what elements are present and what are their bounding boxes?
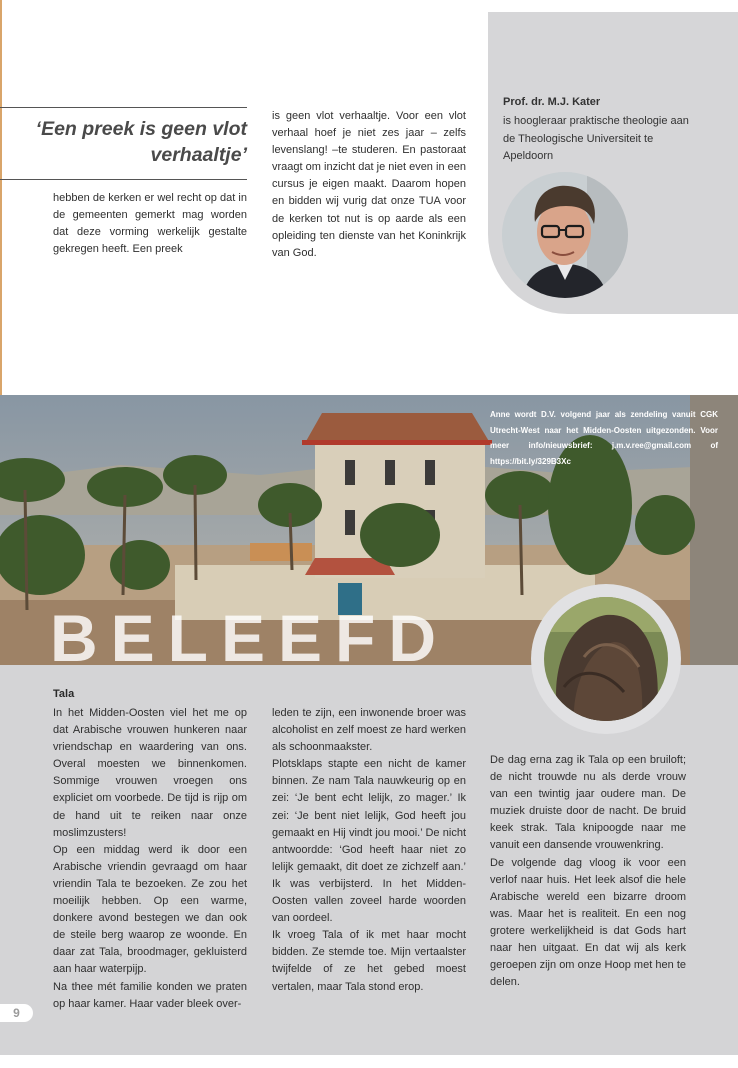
paragraph: Ik vroeg Tala of ik met haar mocht bidden. Ze stemde toe. Mijn vertaalster twijfelde of ze het gebed moest vertalen, maar Tala stond erop. (272, 929, 466, 993)
paragraph: Plotsklaps stapte een nicht de kamer binnen. Ze nam Tala nauwkeurig op en zei: ‘Je bent echt lelijk, zo mager.’ Ik zei: ‘Je bent niet lelijk, God heeft jou gemaakt en Hij vindt jou mooi.’ De nicht antwoordde: ‘God heeft haar niet zo lelijk gemaakt, dit doet ze zichzelf aan.’ Ik was verbijsterd. In het Midden-Oosten vallen zoveel harde woorden van oordeel. (272, 758, 466, 925)
paragraph: is geen vlot verhaaltje. Voor een vlot verhaal hoef je niet zes jaar – zelfs levenslang! –te studeren. En pastoraat vraagt om inzicht dat je niet even in een cursus je eigen maakt. Daarom hopen en bidden wij vurig dat onze TUA voor de kerken tot nut is op aarde als een opleiding ten dienste van het Koninkrijk van God. (272, 110, 466, 259)
article-column-2 (272, 705, 466, 996)
intro-column-1 (53, 190, 247, 258)
paragraph: In het Midden-Oosten viel het me op dat Arabische vrouwen hunkeren naar vriendschap en waardering van ons. Overal moesten we binnenkomen. Sommige vrouwen vroegen ons expliciet om voorbede. De tijd is rijp om de hand uit te reiken naar onze moslimzusters! (53, 707, 247, 839)
tala-portrait (544, 597, 668, 721)
author-description: is hoogleraar praktische theologie aan de Theologische Universiteit te Apeldoorn (503, 115, 689, 163)
page-number: 9 (0, 1004, 33, 1022)
article-title: Tala (53, 688, 75, 700)
paragraph: De volgende dag vloog ik voor een verlof naar huis. Het leek alsof die hele Arabische wereld een bizarre droom was. Maar het is realiteit. En een nog grotere werkelijkheid is dat Gods hart naar hen uitgaat. En dat wij als kerk geroepen zijn om onze Hoop met hen te delen. (490, 856, 686, 989)
photo-caption: Anne wordt D.V. volgend jaar als zendeling vanuit CGK Utrecht-West naar het Midden-Oosten uitgezonden. Voor meer info/nieuwsbrief: j.m.v.ree@gmail.com of https://bit.ly/329B3Xc (490, 410, 718, 466)
paragraph: leden te zijn, een inwonende broer was alcoholist en zelf moest ze hard werken als schoonmaakster. (272, 707, 466, 754)
margin-rule (0, 0, 2, 395)
article-column-3 (490, 752, 686, 991)
paragraph: De dag erna zag ik Tala op een bruiloft; de nicht trouwde nu als derde vrouw van een twintig jaar oudere man. De muziek druiste door de nacht. De bruid keek strak. Tala knipoogde naar me vanuit een dansende vrouwenkring. (490, 754, 686, 852)
article-column-1 (53, 705, 247, 1013)
section-heading: BELEEFD (50, 601, 450, 665)
paragraph: hebben de kerken er wel recht op dat in de gemeenten gemerkt mag worden dat deze vorming werkelijk gestalte gekregen heeft. Een preek (53, 192, 247, 256)
pull-quote (0, 107, 247, 180)
pull-quote-text: ‘Een preek is geen vlot verhaaltje’ (35, 118, 247, 166)
author-panel (488, 12, 738, 314)
author-portrait (502, 172, 628, 298)
paragraph: Op een middag werd ik door een Arabische vriendin gevraagd om haar vriendin Tala te bezoeken. Ze zou het moeilijk hebben. Op een warme, donkere avond bestegen we dan ook de steile berg waarop ze woonde. En daar zat Tala, broodmager, gekluisterd aan haar waterpijp. (53, 843, 247, 976)
author-name: Prof. dr. M.J. Kater (503, 96, 601, 108)
paragraph: Na thee mét familie konden we praten op haar kamer. Haar vader bleek over- (53, 980, 247, 1010)
intro-column-2 (272, 108, 466, 262)
